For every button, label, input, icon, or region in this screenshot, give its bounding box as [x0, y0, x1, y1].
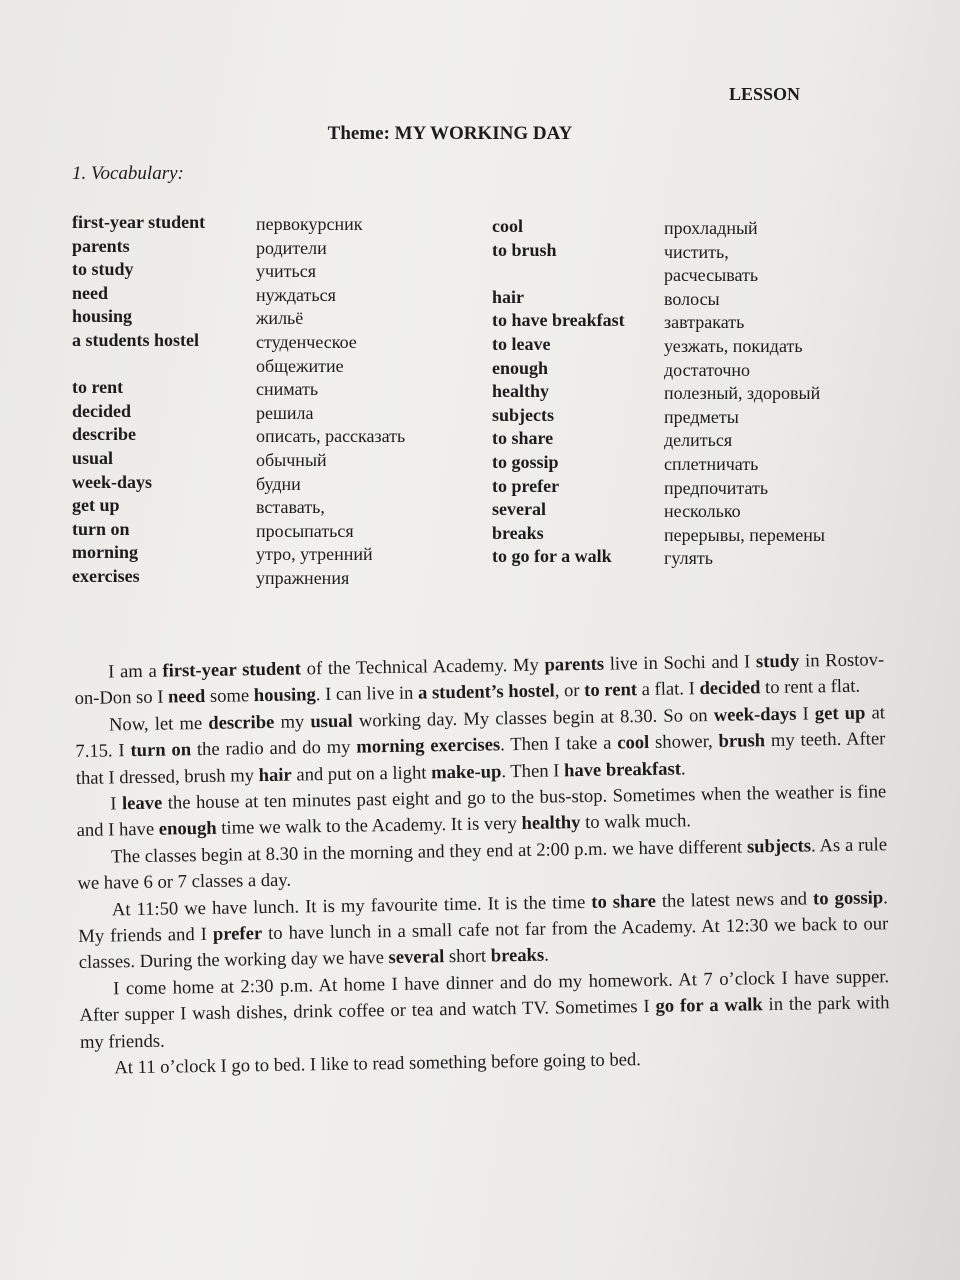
text-run: . As a rule we have 6 or 7 classes a day.	[77, 834, 888, 895]
text-run: the latest news and	[655, 888, 814, 912]
vocab-term: to study	[72, 259, 134, 280]
vocab-highlight: leave	[121, 792, 163, 815]
text-run: . Then I	[501, 759, 565, 782]
text-run: the radio and do my	[190, 736, 357, 761]
vocab-term: cool	[492, 216, 523, 236]
vocab-highlight: prefer	[212, 923, 263, 945]
text-run: some	[205, 685, 254, 708]
text-run: I come home at 2:30 p.m. At home I have dinner and do my homework. At 7 o’clock I have supper. After supper I wash dishes, drink coffee or tea and watch TV. Sometimes I	[79, 966, 890, 1027]
vocab-translation: общежитие	[256, 355, 344, 376]
text-run: and put on a light	[291, 762, 432, 786]
vocab-term: housing	[72, 306, 133, 327]
vocab-term: to brush	[492, 239, 557, 260]
vocab-translation: описать, рассказать	[256, 426, 406, 447]
vocab-term: healthy	[492, 381, 550, 402]
vocab-russian-column-1	[256, 213, 405, 591]
vocab-highlight: a student’s hostel	[417, 680, 555, 705]
vocab-translation: полезный, здоровый	[664, 383, 821, 404]
vocab-highlight: subjects	[746, 835, 812, 858]
vocab-term: week-days	[72, 471, 152, 492]
vocab-translation: будни	[256, 473, 301, 494]
text-run: to walk much.	[580, 810, 692, 834]
vocab-english-column-1	[72, 211, 205, 589]
vocab-term: subjects	[492, 404, 554, 425]
text-run: . My friends and I	[78, 886, 888, 948]
vocab-highlight: usual	[310, 710, 353, 733]
vocab-highlight: hair	[258, 764, 292, 786]
vocab-translation: прохладный	[664, 218, 758, 238]
vocab-translation: несколько	[664, 501, 741, 522]
vocab-translation: вставать,	[256, 497, 325, 518]
vocab-translation: родители	[256, 237, 327, 258]
vocab-translation: гулять	[664, 548, 713, 569]
vocab-highlight: housing	[253, 684, 316, 707]
vocab-term: breaks	[492, 522, 544, 543]
text-run: , or	[554, 680, 585, 702]
vocab-translation: перерывы, перемены	[664, 524, 826, 545]
text-run: At 11 o’clock I go to bed. I like to read something before going to bed.	[114, 1049, 642, 1079]
vocab-term: usual	[72, 447, 114, 468]
vocab-term: decided	[72, 400, 132, 421]
vocab-translation: нуждаться	[256, 284, 336, 305]
vocab-highlight: week-days	[713, 703, 797, 726]
vocab-term: to have breakfast	[492, 310, 625, 331]
text-run: working day. My classes begin at 8.30. So on	[352, 704, 714, 732]
text-run: of the Technical Academy. My	[300, 654, 545, 680]
vocab-translation: чистить,	[664, 241, 729, 262]
text-run: a flat. I	[636, 678, 700, 701]
paragraph	[78, 885, 889, 977]
vocab-translation: предметы	[664, 406, 739, 427]
vocab-term: enough	[492, 357, 549, 378]
vocab-highlight: morning exercises	[356, 734, 501, 758]
vocab-translation: упражнения	[256, 567, 350, 588]
vocab-highlight: have breakfast	[563, 758, 682, 781]
vocab-term: several	[492, 499, 546, 520]
text-run: to rent a flat.	[760, 676, 861, 699]
vocab-translation: волосы	[664, 288, 720, 309]
vocab-term	[72, 353, 205, 377]
vocab-translation: расчесывать	[664, 265, 759, 286]
vocab-highlight: go for a walk	[655, 994, 763, 1018]
vocab-term: turn on	[72, 518, 130, 539]
vocab-term: to gossip	[492, 451, 559, 472]
text-run: I am a	[108, 660, 163, 683]
vocab-highlight: turn on	[130, 739, 192, 762]
text-run: at 7.15. I	[75, 702, 886, 763]
text-run: shower,	[649, 731, 719, 754]
text-run: to have lunch in a small cafe not far from the Academy. At 12:30 we back to our classes. During the working day we have	[78, 913, 889, 974]
vocab-highlight: describe	[208, 711, 275, 734]
vocab-term: get up	[72, 495, 120, 516]
vocab-highlight: study	[755, 650, 800, 673]
vocab-term: describe	[72, 424, 136, 445]
vocab-english-column-2	[492, 215, 625, 569]
vocab-translation: завтракать	[664, 312, 745, 333]
reading-text	[74, 647, 891, 1082]
vocab-highlight: to rent	[584, 679, 638, 702]
text-run: the house at ten minutes past eight and go to the bus-stop. Sometimes when the weather is fine and I have	[76, 781, 887, 842]
text-run: .	[680, 758, 686, 780]
vocab-highlight: parents	[544, 653, 605, 676]
vocab-highlight: several	[388, 946, 445, 969]
lesson-header: LESSON	[728, 84, 800, 104]
text-run: . I can live in	[315, 683, 419, 706]
vocab-term: to prefer	[492, 475, 560, 496]
vocabulary-heading: 1. Vocabulary:	[72, 163, 184, 184]
text-run: I	[110, 793, 123, 815]
vocab-russian-column-2	[664, 217, 825, 571]
vocab-translation: первокурсник	[256, 214, 363, 234]
vocab-term: need	[72, 282, 108, 303]
vocab-translation: утро, утренний	[256, 544, 373, 565]
vocab-highlight: decided	[699, 677, 761, 700]
vocab-translation: предпочитать	[664, 477, 769, 498]
vocab-highlight: brush	[718, 730, 766, 753]
vocab-term: to rent	[72, 377, 124, 398]
paragraph	[79, 964, 890, 1056]
vocab-highlight: make-up	[430, 760, 502, 784]
text-run: in Rostov-on-Don so I	[74, 649, 885, 710]
vocab-highlight: cool	[617, 732, 650, 754]
text-run: .	[543, 945, 549, 967]
vocab-highlight: first-year student	[162, 658, 302, 682]
text-run: time we walk to the Academy. It is very	[216, 813, 522, 840]
vocab-translation: студенческое	[256, 331, 357, 352]
vocab-term: morning	[72, 542, 139, 563]
vocab-highlight: enough	[158, 818, 217, 841]
vocab-translation: обычный	[256, 449, 327, 470]
vocab-highlight: breaks	[490, 945, 545, 967]
text-run: in the park with my friends.	[79, 992, 890, 1053]
vocab-translation: делиться	[664, 430, 733, 451]
text-run: . Then I take a	[499, 732, 618, 756]
vocab-term: to share	[492, 428, 554, 449]
vocab-translation: снимать	[256, 379, 319, 400]
text-run: short	[444, 945, 491, 968]
vocab-term: to go for a walk	[492, 546, 612, 567]
vocab-term	[492, 262, 625, 286]
vocab-term: to leave	[492, 333, 551, 354]
vocab-highlight: get up	[814, 702, 866, 725]
text-run: my teeth. After that I dressed, brush my	[75, 728, 886, 789]
vocab-translation: жильё	[256, 308, 304, 329]
vocab-highlight: need	[167, 686, 206, 708]
vocab-translation: просыпаться	[256, 520, 354, 541]
paragraph	[75, 700, 886, 792]
text-run: At 11:50 we have lunch. It is my favourite time. It is the time	[111, 891, 592, 921]
vocab-term: exercises	[72, 565, 140, 586]
text-run: Now, let me	[108, 712, 209, 736]
vocab-term: first-year student	[72, 212, 206, 232]
text-run: The classes begin at 8.30 in the morning and they end at 2:00 p.m. we have different	[110, 836, 748, 868]
vocab-highlight: to gossip	[812, 886, 884, 910]
vocab-term: hair	[492, 286, 525, 307]
vocab-translation: достаточно	[664, 359, 751, 380]
vocab-highlight: to share	[591, 890, 657, 913]
vocab-translation: сплетничать	[664, 453, 759, 474]
text-run: live in Sochi and I	[603, 651, 757, 675]
vocab-translation: учиться	[256, 261, 317, 282]
vocab-term: a students hostel	[72, 329, 200, 350]
theme-title: Theme: MY WORKING DAY	[327, 123, 573, 144]
text-run: I	[796, 703, 815, 725]
text-run: my	[274, 711, 311, 733]
vocab-translation: уезжать, покидать	[664, 335, 803, 356]
vocab-translation: решила	[256, 402, 314, 423]
vocab-term: parents	[72, 235, 130, 256]
vocab-highlight: healthy	[521, 812, 581, 835]
